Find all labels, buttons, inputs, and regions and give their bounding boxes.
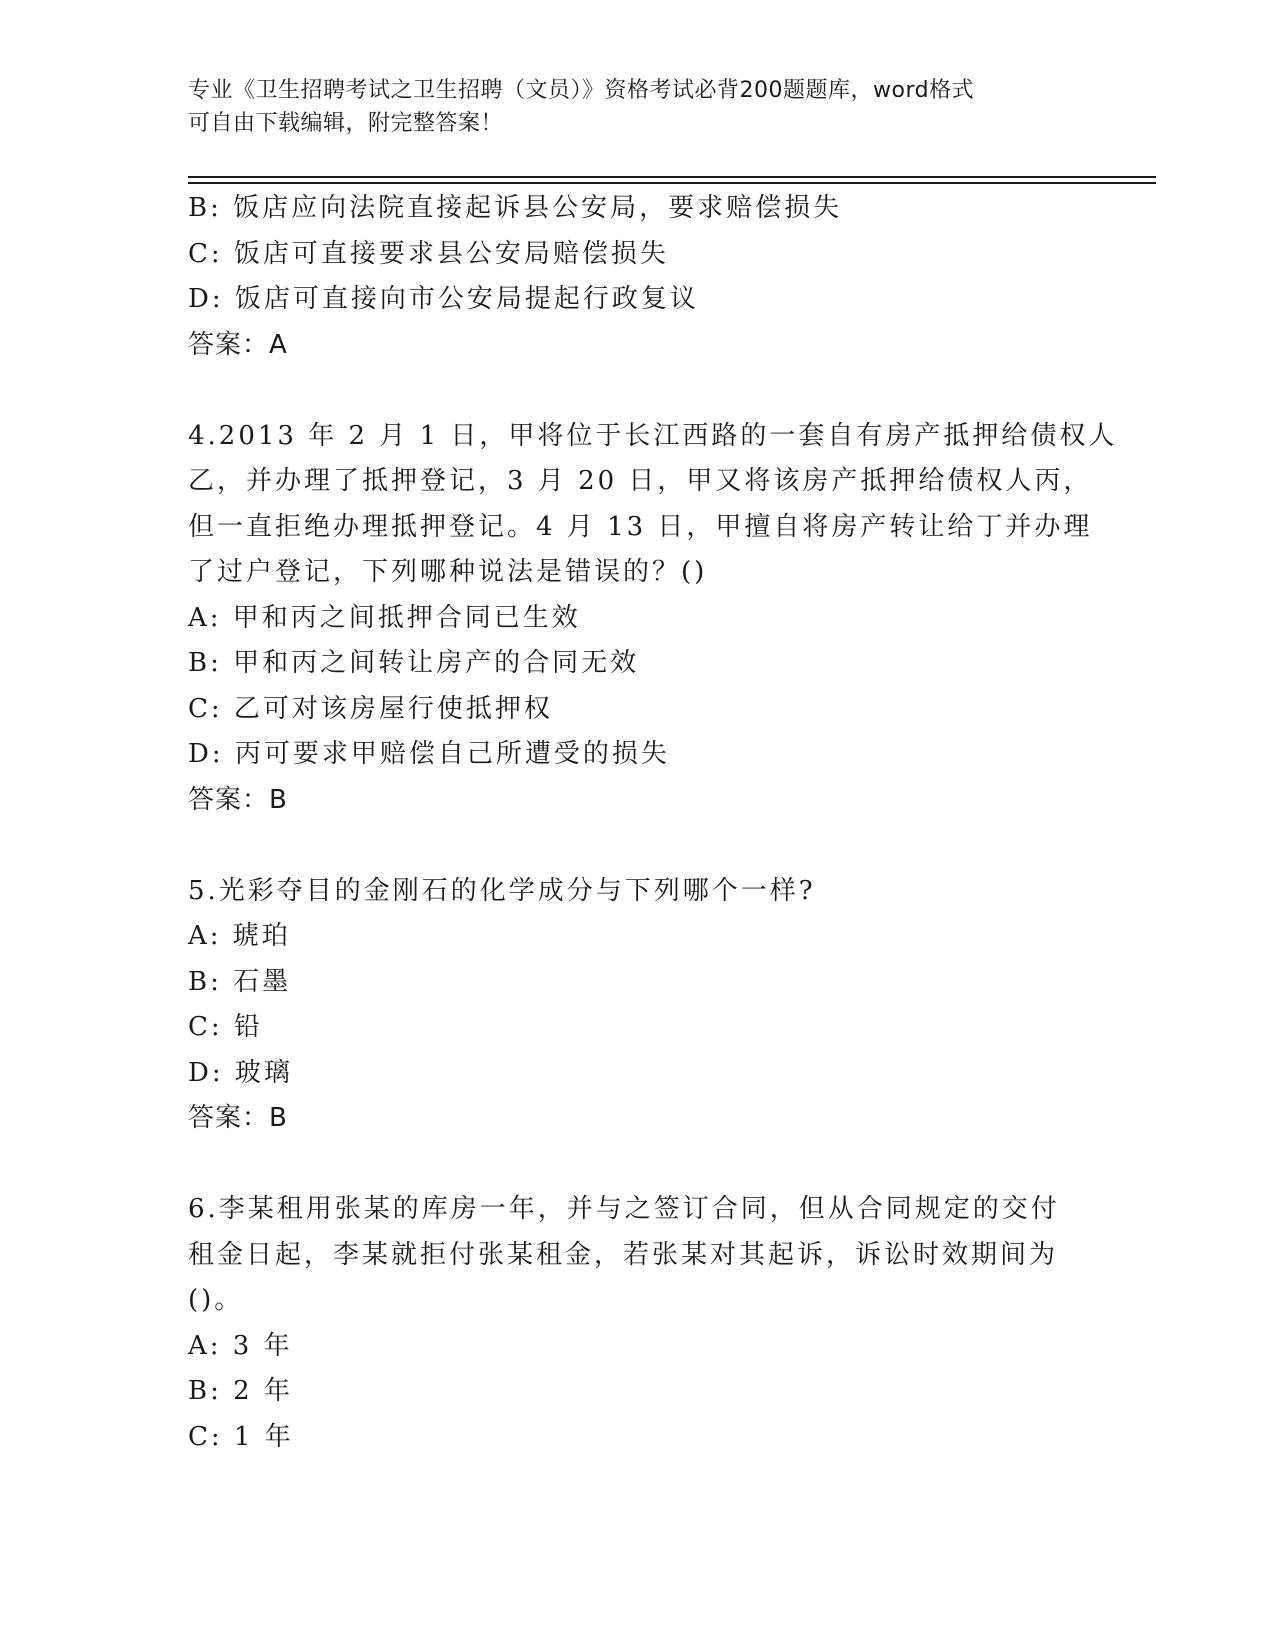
q3-option-d: D: 饭店可直接向市公安局提起行政复议 — [188, 284, 699, 314]
q6-stem-line-3: ()。 — [188, 1285, 244, 1315]
question-3-tail — [188, 186, 1088, 368]
q6-option-a: A: 3 年 — [188, 1330, 293, 1361]
q3-option-b: B: 饭店应向法院直接起诉县公安局，要求赔偿损失 — [188, 193, 843, 223]
q4-option-b: B: 甲和丙之间转让房产的合同无效 — [188, 648, 640, 678]
q4-stem-line-3: 但一直拒绝办理抵押登记。4 月 13 日，甲擅自将房产转让给丁并办理 — [188, 511, 1093, 542]
q4-option-a: A: 甲和丙之间抵押合同已生效 — [188, 602, 581, 633]
spacer — [188, 1142, 1088, 1188]
q3-answer: 答案：A — [188, 329, 288, 360]
spacer — [188, 368, 1088, 414]
header-rule-bottom — [188, 182, 1156, 184]
q5-option-a: A: 琥珀 — [188, 921, 291, 951]
q6-option-c: C: 1 年 — [188, 1421, 294, 1452]
q4-stem-line-4: 了过户登记，下列哪种说法是错误的？() — [188, 557, 708, 587]
q6-stem-line-1: 6.李某租用张某的库房一年，并与之签订合同，但从合同规定的交付 — [188, 1194, 1060, 1224]
q4-stem-line-2: 乙，并办理了抵押登记，3 月 20 日，甲又将该房产抵押给债权人丙， — [188, 466, 1093, 496]
q3-option-c: C: 饭店可直接要求县公安局赔偿损失 — [188, 238, 669, 269]
q5-answer: 答案：B — [188, 1103, 288, 1133]
q5-option-b: B: 石墨 — [188, 966, 292, 997]
header-line-1: 专业《卫生招聘考试之卫生招聘（文员）》资格考试必背200题题库，word格式 — [188, 78, 975, 103]
q4-stem-line-1: 4.2013 年 2 月 1 日，甲将位于长江西路的一套自有房产抵押给债权人 — [188, 420, 1118, 451]
q6-option-b: B: 2 年 — [188, 1376, 293, 1406]
q6-stem-line-2: 租金日起，李某就拒付张某租金，若张某对其起诉，诉讼时效期间为 — [188, 1239, 1059, 1270]
q4-option-d: D: 丙可要求甲赔偿自己所遭受的损失 — [188, 739, 670, 769]
header-line-2: 可自由下载编辑，附完整答案！ — [188, 111, 504, 136]
question-4 — [188, 414, 1118, 824]
q4-option-c: C: 乙可对该房屋行使抵押权 — [188, 693, 553, 724]
q4-answer: 答案：B — [188, 784, 288, 815]
header-rule-top — [188, 176, 1156, 178]
q5-stem-line-1: 5.光彩夺目的金刚石的化学成分与下列哪个一样? — [188, 875, 816, 906]
q5-option-d: D: 玻璃 — [188, 1057, 293, 1088]
spacer — [188, 823, 1088, 869]
question-6 — [188, 1187, 1088, 1460]
q5-option-c: C: 铅 — [188, 1012, 263, 1042]
question-content — [188, 186, 1118, 1460]
question-5 — [188, 869, 1088, 1142]
document-header — [188, 74, 1068, 140]
